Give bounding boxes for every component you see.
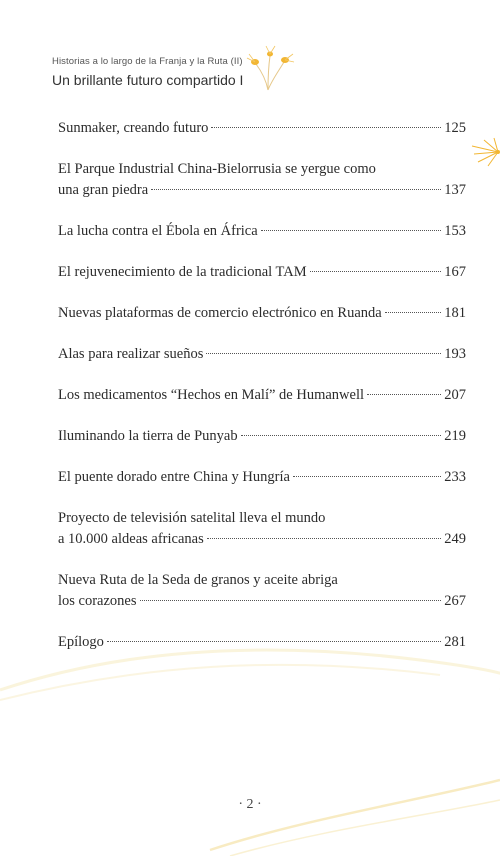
- dandelion-flower-icon: [238, 36, 302, 100]
- toc-entry-title-line1: El Parque Industrial China-Bielorrusia se yergue como: [58, 161, 376, 177]
- toc-page-number: 181: [444, 305, 466, 321]
- toc-entry-title: El puente dorado entre China y Hungría: [58, 469, 290, 485]
- toc-entry-title: Sunmaker, creando futuro: [58, 120, 209, 136]
- toc-entry-title-line1: Nueva Ruta de la Seda de granos y aceite abriga: [58, 572, 338, 588]
- toc-entry-title-line1: Proyecto de televisión satelital lleva el mundo: [58, 510, 326, 526]
- toc-page-number: 219: [444, 428, 466, 444]
- toc-entry[interactable]: [58, 508, 466, 550]
- toc-entry[interactable]: [58, 632, 466, 653]
- toc-entry[interactable]: [58, 118, 466, 139]
- dot-leader: [367, 394, 441, 395]
- toc-entry-title: Epílogo: [58, 634, 104, 650]
- dot-leader: [261, 230, 442, 231]
- toc-page-number: 207: [444, 387, 466, 403]
- toc-page-number: 167: [444, 264, 466, 280]
- dot-leader: [211, 127, 441, 128]
- toc-entry[interactable]: [58, 344, 466, 365]
- toc-entry-title: Alas para realizar sueños: [58, 346, 204, 362]
- toc-page-number: 137: [444, 182, 466, 198]
- toc-page-number: 233: [444, 469, 466, 485]
- toc-entry-title: los corazones: [58, 593, 137, 609]
- toc-entry[interactable]: [58, 159, 466, 201]
- dot-leader: [206, 353, 441, 354]
- toc-page-number: 153: [444, 223, 466, 239]
- toc-entry-title: Los medicamentos “Hechos en Malí” de Humanwell: [58, 387, 365, 403]
- dandelion-seed-icon: [468, 136, 500, 176]
- dot-leader: [310, 271, 442, 272]
- series-title: Historias a lo largo de la Franja y la Ruta (II): [52, 56, 243, 67]
- toc-page-number: 249: [444, 531, 466, 547]
- toc-page-number: 125: [444, 120, 466, 136]
- dot-leader: [140, 600, 442, 601]
- toc-entry[interactable]: [58, 467, 466, 488]
- toc-page-number: 193: [444, 346, 466, 362]
- toc-entry-title: a 10.000 aldeas africanas: [58, 531, 204, 547]
- toc-entry-title: una gran piedra: [58, 182, 149, 198]
- book-subtitle: Un brillante futuro compartido I: [52, 72, 244, 88]
- dot-leader: [293, 476, 441, 477]
- toc-page-number: 267: [444, 593, 466, 609]
- toc-entry[interactable]: [58, 262, 466, 283]
- table-of-contents: [58, 118, 466, 673]
- toc-entry[interactable]: [58, 385, 466, 406]
- page-number: · 2 ·: [238, 797, 262, 812]
- toc-entry-title: Nuevas plataformas de comercio electrónico en Ruanda: [58, 305, 382, 321]
- toc-entry[interactable]: [58, 426, 466, 447]
- dot-leader: [151, 189, 441, 190]
- dot-leader: [385, 312, 442, 313]
- toc-entry[interactable]: [58, 570, 466, 612]
- toc-entry[interactable]: [58, 221, 466, 242]
- toc-entry[interactable]: [58, 303, 466, 324]
- toc-entry-title: El rejuvenecimiento de la tradicional TAM: [58, 264, 307, 280]
- dot-leader: [107, 641, 441, 642]
- toc-page-number: 281: [444, 634, 466, 650]
- dot-leader: [241, 435, 442, 436]
- dot-leader: [207, 538, 442, 539]
- toc-entry-title: Iluminando la tierra de Punyab: [58, 428, 238, 444]
- toc-entry-title: La lucha contra el Ébola en África: [58, 223, 258, 239]
